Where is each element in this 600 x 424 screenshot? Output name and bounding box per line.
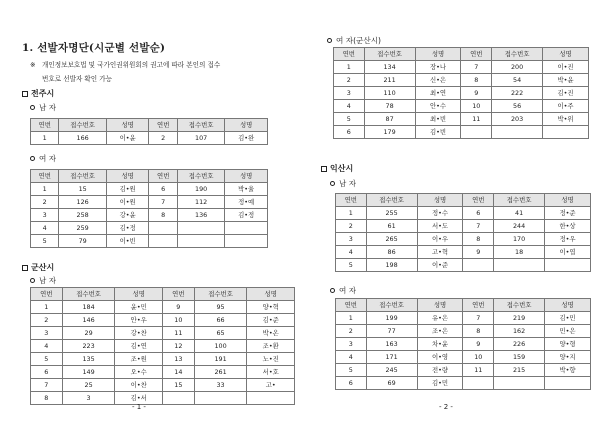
cell-seq: 5 (31, 353, 63, 366)
cell-name: 정•예 (225, 196, 268, 209)
page-2 (300, 0, 600, 424)
table-row (31, 222, 268, 235)
header-seq: 연번 (336, 299, 367, 312)
header-seq: 연번 (463, 194, 494, 207)
cell-receipt-number: 199 (366, 312, 417, 325)
table-row (31, 366, 295, 379)
cell-seq: 3 (336, 233, 367, 246)
cell-seq: 9 (461, 87, 492, 100)
cell-name: 민•은 (545, 325, 591, 338)
circle-bullet-icon (30, 156, 35, 161)
cell-receipt-number: 77 (366, 325, 417, 338)
table-row (334, 74, 589, 87)
section-iksan-label: 익산시 (330, 164, 354, 173)
checkbox-square-icon (321, 166, 327, 172)
cell-name: 정•우 (545, 233, 591, 246)
cell-seq: 2 (31, 196, 59, 209)
table-header-row (31, 119, 268, 132)
cell-seq: 2 (336, 220, 367, 233)
cell-seq (149, 222, 177, 235)
cell-seq: 5 (336, 259, 367, 272)
section-gunsan (22, 262, 54, 273)
cell-seq: 8 (461, 74, 492, 87)
cell-receipt-number: 163 (366, 338, 417, 351)
cell-seq: 9 (162, 301, 194, 314)
cell-name: 박•율 (225, 183, 268, 196)
table-row (336, 351, 591, 364)
header-receipt-number: 접수번호 (59, 170, 106, 183)
cell-name: 양•혁 (247, 301, 295, 314)
cell-name: 이•우 (417, 233, 463, 246)
cell-receipt-number: 149 (62, 366, 115, 379)
table-row (334, 113, 589, 126)
section-jeonju (22, 88, 54, 99)
cell-receipt-number: 112 (177, 196, 224, 209)
cell-receipt-number: 18 (494, 246, 545, 259)
table-row (336, 233, 591, 246)
header-receipt-number: 접수번호 (494, 194, 545, 207)
cell-name: 이•윤 (106, 132, 149, 145)
cell-receipt-number: 223 (62, 340, 115, 353)
page-number: - 2 - (439, 403, 453, 411)
cell-seq: 4 (31, 222, 59, 235)
cell-receipt-number: 215 (494, 364, 545, 377)
header-name: 성명 (106, 119, 149, 132)
table-row (31, 379, 295, 392)
cell-name: 장•나 (415, 61, 461, 74)
cell-receipt-number: 261 (194, 366, 247, 379)
cell-name (543, 126, 589, 139)
section-jeonju-label: 전주시 (31, 89, 55, 98)
header-seq: 연번 (31, 288, 63, 301)
cell-seq: 5 (334, 113, 365, 126)
table-row (31, 209, 268, 222)
cell-seq: 1 (31, 132, 59, 145)
table-row (334, 61, 589, 74)
table-row (336, 220, 591, 233)
cell-seq: 7 (463, 220, 494, 233)
subsection-gunsan-female (327, 35, 381, 46)
cell-name: 조•원 (115, 353, 163, 366)
cell-receipt-number: 198 (366, 259, 417, 272)
table-gunsan-male (30, 287, 295, 405)
cell-seq: 15 (162, 379, 194, 392)
header-seq: 연번 (334, 48, 365, 61)
cell-receipt-number (177, 222, 224, 235)
cell-receipt-number: 95 (194, 301, 247, 314)
header-seq: 연번 (162, 288, 194, 301)
cell-seq: 8 (463, 325, 494, 338)
cell-receipt-number: 190 (177, 183, 224, 196)
table-header-row (31, 288, 295, 301)
cell-name: 조•은 (417, 325, 463, 338)
cell-name: 조•환 (247, 340, 295, 353)
cell-receipt-number: 211 (364, 74, 415, 87)
header-receipt-number: 접수번호 (59, 119, 106, 132)
cell-name (225, 235, 268, 248)
cell-name: 이•주 (543, 100, 589, 113)
cell-receipt-number: 136 (177, 209, 224, 222)
cell-seq: 11 (463, 364, 494, 377)
cell-receipt-number: 259 (59, 222, 106, 235)
header-seq: 연번 (463, 299, 494, 312)
cell-seq: 8 (149, 209, 177, 222)
cell-receipt-number: 146 (62, 314, 115, 327)
cell-seq (461, 126, 492, 139)
cell-name: 이•준 (417, 259, 463, 272)
cell-seq: 6 (463, 207, 494, 220)
cell-name: 최•연 (415, 87, 461, 100)
cell-receipt-number: 226 (494, 338, 545, 351)
header-receipt-number: 접수번호 (492, 48, 543, 61)
header-seq: 연번 (149, 170, 177, 183)
cell-seq: 2 (149, 132, 177, 145)
cell-receipt-number: 3 (62, 392, 115, 405)
privacy-note-line-2: 번호로 선발자 확인 가능 (42, 75, 112, 83)
privacy-note-mark: ※ (30, 61, 36, 69)
cell-name: 김•민 (545, 312, 591, 325)
cell-receipt-number (494, 377, 545, 390)
header-seq: 연번 (31, 119, 59, 132)
page-number: - 1 - (132, 403, 146, 411)
cell-seq: 7 (149, 196, 177, 209)
cell-receipt-number: 134 (364, 61, 415, 74)
header-seq: 연번 (149, 119, 177, 132)
cell-seq: 13 (162, 353, 194, 366)
cell-name: 박•윤 (543, 74, 589, 87)
cell-name: 서•도 (417, 220, 463, 233)
cell-name: 오•수 (115, 366, 163, 379)
cell-seq: 14 (162, 366, 194, 379)
cell-receipt-number: 166 (59, 132, 106, 145)
cell-receipt-number: 179 (364, 126, 415, 139)
header-receipt-number: 접수번호 (366, 194, 417, 207)
cell-seq: 12 (162, 340, 194, 353)
table-jeonju-female (30, 169, 268, 248)
table-row (31, 235, 268, 248)
subsection-label: 여 자 (339, 286, 357, 295)
cell-seq: 6 (336, 377, 367, 390)
cell-name: 유•은 (417, 312, 463, 325)
checkbox-square-icon (22, 91, 28, 97)
cell-receipt-number: 29 (62, 327, 115, 340)
cell-name: 차•윤 (417, 338, 463, 351)
cell-receipt-number: 15 (59, 183, 106, 196)
header-name: 성명 (106, 170, 149, 183)
header-name: 성명 (225, 170, 268, 183)
cell-seq: 1 (31, 183, 59, 196)
header-receipt-number: 접수번호 (494, 299, 545, 312)
cell-receipt-number (194, 392, 247, 405)
header-receipt-number: 접수번호 (177, 119, 224, 132)
header-name: 성명 (247, 288, 295, 301)
privacy-note-line-1: 개인정보보호법 및 국가인권위원회의 권고에 따라 본인의 접수 (42, 61, 221, 69)
cell-name: 윤•민 (115, 301, 163, 314)
cell-seq: 1 (31, 301, 63, 314)
cell-receipt-number (177, 235, 224, 248)
cell-receipt-number: 222 (492, 87, 543, 100)
table-row (31, 196, 268, 209)
cell-name: 박•온 (247, 327, 295, 340)
cell-seq: 3 (336, 338, 367, 351)
cell-receipt-number: 203 (492, 113, 543, 126)
cell-receipt-number: 79 (59, 235, 106, 248)
table-iksan-male (335, 193, 591, 272)
cell-receipt-number: 41 (494, 207, 545, 220)
cell-receipt-number: 25 (62, 379, 115, 392)
cell-seq: 2 (31, 314, 63, 327)
table-gunsan-female (333, 47, 589, 139)
table-row (336, 259, 591, 272)
circle-bullet-icon (30, 105, 35, 110)
cell-name: 김•정 (225, 209, 268, 222)
table-row (336, 207, 591, 220)
table-row (334, 126, 589, 139)
cell-seq: 6 (334, 126, 365, 139)
cell-seq: 11 (162, 327, 194, 340)
cell-receipt-number: 191 (194, 353, 247, 366)
cell-name: 양•지 (545, 351, 591, 364)
header-name: 성명 (417, 194, 463, 207)
cell-seq: 9 (463, 246, 494, 259)
cell-seq: 5 (31, 235, 59, 248)
cell-name: 김•진 (543, 87, 589, 100)
subsection-gunsan-male (30, 275, 56, 286)
header-receipt-number: 접수번호 (62, 288, 115, 301)
cell-seq (162, 392, 194, 405)
cell-name: 강•찬 (115, 327, 163, 340)
cell-name: 강•윤 (106, 209, 149, 222)
circle-bullet-icon (330, 181, 335, 186)
cell-receipt-number: 54 (492, 74, 543, 87)
cell-name: 이•진 (543, 61, 589, 74)
circle-bullet-icon (327, 38, 332, 43)
cell-name: 김•원 (106, 183, 149, 196)
subsection-iksan-female (330, 285, 356, 296)
cell-receipt-number: 69 (366, 377, 417, 390)
table-row (31, 301, 295, 314)
table-row (31, 314, 295, 327)
cell-seq: 6 (149, 183, 177, 196)
table-header-row (31, 170, 268, 183)
cell-name: 신•은 (415, 74, 461, 87)
cell-name: 김•민 (417, 377, 463, 390)
header-seq: 연번 (31, 170, 59, 183)
cell-receipt-number: 135 (62, 353, 115, 366)
cell-name: 이•찬 (115, 379, 163, 392)
cell-receipt-number: 244 (494, 220, 545, 233)
table-row (336, 312, 591, 325)
cell-receipt-number: 126 (59, 196, 106, 209)
table-header-row (336, 299, 591, 312)
header-name: 성명 (543, 48, 589, 61)
cell-name: 이•엽 (545, 246, 591, 259)
cell-seq: 3 (334, 87, 365, 100)
cell-name: 박•위 (543, 113, 589, 126)
cell-seq: 2 (334, 74, 365, 87)
cell-name: 김•정 (106, 222, 149, 235)
cell-receipt-number: 170 (494, 233, 545, 246)
header-receipt-number: 접수번호 (366, 299, 417, 312)
cell-name (545, 377, 591, 390)
cell-seq: 4 (336, 351, 367, 364)
subsection-jeonju-female (30, 153, 56, 164)
subsection-label: 남 자 (39, 103, 57, 112)
circle-bullet-icon (30, 278, 35, 283)
cell-name: 노•진 (247, 353, 295, 366)
cell-receipt-number: 110 (364, 87, 415, 100)
cell-receipt-number: 107 (177, 132, 224, 145)
cell-name: 전•량 (417, 364, 463, 377)
table-row (31, 392, 295, 405)
subsection-label: 여 자(군산시) (336, 36, 382, 45)
cell-seq: 8 (463, 233, 494, 246)
cell-name: 최•빈 (415, 113, 461, 126)
cell-receipt-number: 87 (364, 113, 415, 126)
cell-seq (463, 377, 494, 390)
cell-seq: 1 (334, 61, 365, 74)
table-jeonju-male (30, 118, 268, 145)
cell-name: 이•원 (106, 196, 149, 209)
cell-receipt-number: 100 (194, 340, 247, 353)
cell-receipt-number: 184 (62, 301, 115, 314)
header-name: 성명 (545, 194, 591, 207)
cell-name: 안•수 (415, 100, 461, 113)
cell-seq (149, 235, 177, 248)
cell-receipt-number: 159 (494, 351, 545, 364)
cell-seq: 9 (463, 338, 494, 351)
cell-seq: 5 (336, 364, 367, 377)
cell-receipt-number: 200 (492, 61, 543, 74)
header-name: 성명 (225, 119, 268, 132)
table-header-row (334, 48, 589, 61)
cell-seq: 7 (461, 61, 492, 74)
cell-name: 이•영 (417, 351, 463, 364)
cell-seq: 10 (463, 351, 494, 364)
cell-receipt-number: 265 (366, 233, 417, 246)
header-seq: 연번 (461, 48, 492, 61)
header-seq: 연번 (336, 194, 367, 207)
cell-seq: 10 (162, 314, 194, 327)
table-row (336, 364, 591, 377)
header-receipt-number: 접수번호 (177, 170, 224, 183)
cell-name: 박•향 (545, 364, 591, 377)
table-row (336, 377, 591, 390)
cell-name (225, 222, 268, 235)
cell-name: 김•연 (115, 340, 163, 353)
header-name: 성명 (415, 48, 461, 61)
cell-name: 정•준 (545, 207, 591, 220)
cell-receipt-number: 78 (364, 100, 415, 113)
cell-seq: 3 (31, 209, 59, 222)
circle-bullet-icon (330, 288, 335, 293)
cell-receipt-number: 171 (366, 351, 417, 364)
cell-seq: 1 (336, 312, 367, 325)
cell-name: 서•호 (247, 366, 295, 379)
cell-name: 고•혁 (417, 246, 463, 259)
cell-receipt-number: 56 (492, 100, 543, 113)
cell-seq: 7 (463, 312, 494, 325)
subsection-jeonju-male (30, 102, 56, 113)
header-receipt-number: 접수번호 (194, 288, 247, 301)
cell-seq: 4 (31, 340, 63, 353)
cell-receipt-number: 33 (194, 379, 247, 392)
cell-receipt-number: 65 (194, 327, 247, 340)
document-title: 1. 선발자명단(시군별 선발순) (22, 42, 166, 54)
cell-seq: 8 (31, 392, 63, 405)
cell-seq: 7 (31, 379, 63, 392)
cell-name (545, 259, 591, 272)
cell-name: 정•수 (417, 207, 463, 220)
table-row (31, 183, 268, 196)
cell-seq: 4 (336, 246, 367, 259)
table-row (336, 246, 591, 259)
cell-seq (463, 259, 494, 272)
section-gunsan-label: 군산시 (31, 263, 55, 272)
checkbox-square-icon (22, 265, 28, 271)
cell-seq: 10 (461, 100, 492, 113)
cell-seq: 11 (461, 113, 492, 126)
cell-name (247, 392, 295, 405)
cell-name: 안•우 (115, 314, 163, 327)
cell-receipt-number: 61 (366, 220, 417, 233)
subsection-label: 남 자 (339, 179, 357, 188)
cell-seq: 3 (31, 327, 63, 340)
cell-receipt-number (494, 259, 545, 272)
cell-seq: 4 (334, 100, 365, 113)
cell-name: 김•서 (115, 392, 163, 405)
cell-name: 고• (247, 379, 295, 392)
table-row (31, 132, 268, 145)
cell-receipt-number: 219 (494, 312, 545, 325)
header-name: 성명 (545, 299, 591, 312)
cell-receipt-number (492, 126, 543, 139)
table-row (336, 338, 591, 351)
cell-receipt-number: 255 (366, 207, 417, 220)
header-name: 성명 (417, 299, 463, 312)
header-name: 성명 (115, 288, 163, 301)
subsection-label: 남 자 (39, 276, 57, 285)
table-header-row (336, 194, 591, 207)
cell-seq: 2 (336, 325, 367, 338)
cell-seq: 6 (31, 366, 63, 379)
subsection-label: 여 자 (39, 154, 57, 163)
cell-receipt-number: 245 (366, 364, 417, 377)
table-row (336, 325, 591, 338)
cell-seq: 1 (336, 207, 367, 220)
subsection-iksan-male (330, 178, 356, 189)
cell-receipt-number: 86 (366, 246, 417, 259)
cell-name: 이•빈 (106, 235, 149, 248)
cell-receipt-number: 162 (494, 325, 545, 338)
cell-name: 김•빈 (415, 126, 461, 139)
cell-receipt-number: 66 (194, 314, 247, 327)
cell-name: 김•준 (247, 314, 295, 327)
table-iksan-female (335, 298, 591, 390)
cell-name: 양•형 (545, 338, 591, 351)
section-iksan (321, 163, 353, 174)
table-row (31, 353, 295, 366)
table-row (334, 100, 589, 113)
table-row (31, 340, 295, 353)
table-row (31, 327, 295, 340)
header-receipt-number: 접수번호 (364, 48, 415, 61)
cell-name: 김•완 (225, 132, 268, 145)
cell-receipt-number: 258 (59, 209, 106, 222)
table-row (334, 87, 589, 100)
cell-name: 한•상 (545, 220, 591, 233)
